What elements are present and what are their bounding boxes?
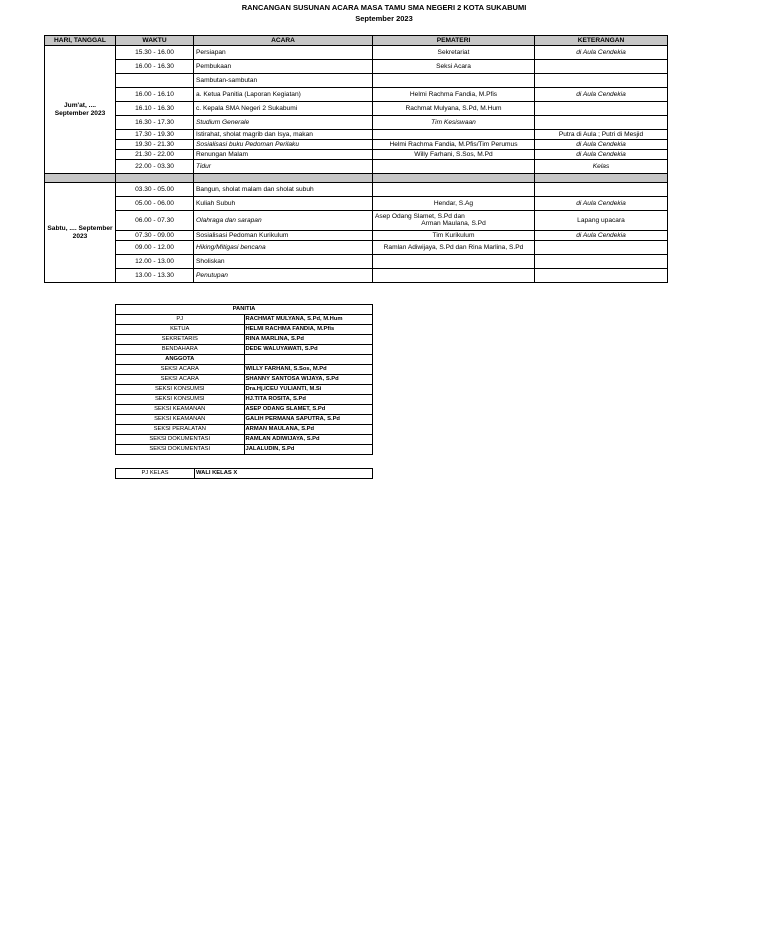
speaker-cell — [373, 255, 535, 269]
speaker-line-2: Arman Maulana, S.Pd — [421, 219, 486, 227]
speaker-cell: Helmi Rachma Fandia, M.Pfis/Tim Perumus — [373, 140, 535, 150]
committee-row — [116, 415, 373, 425]
table-row — [45, 116, 668, 130]
event-cell: Olahraga dan sarapan — [194, 211, 373, 231]
time-cell: 03.30 - 05.00 — [116, 183, 194, 197]
col-header-time: WAKTU — [116, 36, 194, 46]
day-label: Sabtu, .... September 2023 — [45, 183, 116, 283]
speaker-cell: Sekretariat — [373, 46, 535, 60]
speaker-cell — [373, 269, 535, 283]
committee-role: BENDAHARA — [116, 345, 245, 355]
table-row — [45, 269, 668, 283]
committee-row — [116, 395, 373, 405]
note-cell: Kelas — [535, 160, 668, 174]
time-cell: 22.00 - 03.30 — [116, 160, 194, 174]
committee-role: SEKSI KEAMANAN — [116, 415, 245, 425]
col-header-day: HARI, TANGGAL — [45, 36, 116, 46]
time-cell: 09.00 - 12.00 — [116, 241, 194, 255]
committee-name: WILLY FARHANI, S.Sos, M.Pd — [244, 365, 373, 375]
committee-name: RAMLAN ADIWIJAYA, S.Pd — [244, 435, 373, 445]
time-cell: 12.00 - 13.00 — [116, 255, 194, 269]
committee-role: SEKSI ACARA — [116, 365, 245, 375]
speaker-cell: Tim Kesiswaan — [373, 116, 535, 130]
table-row — [45, 183, 668, 197]
committee-table — [115, 304, 373, 455]
committee-role: SEKSI DOKUMENTASI — [116, 445, 245, 455]
event-cell: Renungan Malam — [194, 150, 373, 160]
table-row — [45, 150, 668, 160]
time-cell — [116, 74, 194, 88]
note-cell — [535, 241, 668, 255]
committee-name: Dra.Hj.ICEU YULIANTI, M.Si — [244, 385, 373, 395]
pj-kelas-table — [115, 468, 373, 479]
table-row — [45, 102, 668, 116]
committee-row — [116, 405, 373, 415]
col-header-note: KETERANGAN — [535, 36, 668, 46]
schedule-table — [44, 35, 668, 283]
table-row — [45, 74, 668, 88]
speaker-cell — [373, 183, 535, 197]
committee-name: SHANNY SANTOSA WIJAYA, S.Pd — [244, 375, 373, 385]
committee-name: JALALUDIN, S.Pd — [244, 445, 373, 455]
document-title: RANCANGAN SUSUNAN ACARA MASA TAMU SMA NEGERI 2 KOTA SUKABUMI — [241, 3, 527, 12]
event-cell: Sholiskan — [194, 255, 373, 269]
note-cell — [535, 255, 668, 269]
time-cell: 06.00 - 07.30 — [116, 211, 194, 231]
time-cell: 16.10 - 16.30 — [116, 102, 194, 116]
time-cell: 07.30 - 09.00 — [116, 231, 194, 241]
note-cell: di Aula Cendekia — [535, 150, 668, 160]
committee-row — [116, 335, 373, 345]
committee-row — [116, 385, 373, 395]
event-cell: a. Ketua Panitia (Laporan Kegiatan) — [194, 88, 373, 102]
table-row — [45, 197, 668, 211]
note-cell: di Aula Cendekia — [535, 231, 668, 241]
event-cell: Kuliah Subuh — [194, 197, 373, 211]
speaker-cell: Tim Kurikulum — [373, 231, 535, 241]
committee-row — [116, 445, 373, 455]
committee-name: HJ.TITA ROSITA, S.Pd — [244, 395, 373, 405]
committee-role: SEKSI KONSUMSI — [116, 395, 245, 405]
committee-row — [116, 375, 373, 385]
table-row — [45, 46, 668, 60]
note-cell — [535, 60, 668, 74]
committee-name: HELMI RACHMA FANDIA, M.Pfis — [244, 325, 373, 335]
pj-kelas-row — [116, 469, 373, 479]
committee-role: KETUA — [116, 325, 245, 335]
event-cell: Persiapan — [194, 46, 373, 60]
col-header-speaker: PEMATERI — [373, 36, 535, 46]
event-cell: Tidur — [194, 160, 373, 174]
speaker-cell: Rachmat Mulyana, S.Pd, M.Hum — [373, 102, 535, 116]
event-cell: Studium Generale — [194, 116, 373, 130]
col-header-event: ACARA — [194, 36, 373, 46]
table-row — [45, 160, 668, 174]
event-cell: Bangun, sholat malam dan sholat subuh — [194, 183, 373, 197]
table-row — [45, 255, 668, 269]
committee-row — [116, 325, 373, 335]
committee-name: RACHMAT MULYANA, S.Pd, M.Hum — [244, 315, 373, 325]
note-cell: Lapang upacara — [535, 211, 668, 231]
time-cell: 19.30 - 21.30 — [116, 140, 194, 150]
note-cell — [535, 183, 668, 197]
committee-role: SEKSI KEAMANAN — [116, 405, 245, 415]
pj-kelas-role: PJ KELAS — [116, 469, 195, 479]
note-cell: di Aula Cendekia — [535, 46, 668, 60]
note-cell — [535, 74, 668, 88]
committee-role: SEKSI ACARA — [116, 375, 245, 385]
speaker-cell: Ramlan Adiwijaya, S.Pd dan Rina Marlina, S.Pd — [373, 241, 535, 255]
committee-role: PJ — [116, 315, 245, 325]
time-cell: 16.00 - 16.30 — [116, 60, 194, 74]
committee-role: SEKSI PERALATAN — [116, 425, 245, 435]
event-cell: Penutupan — [194, 269, 373, 283]
note-cell — [535, 269, 668, 283]
event-cell: Pembukaan — [194, 60, 373, 74]
committee-role: SEKSI KONSUMSI — [116, 385, 245, 395]
time-cell: 21.30 - 22.00 — [116, 150, 194, 160]
committee-row — [116, 315, 373, 325]
note-cell: di Aula Cendekia — [535, 197, 668, 211]
event-cell: Istirahat, sholat magrib dan Isya, makan — [194, 130, 373, 140]
note-cell: Putra di Aula ; Putri di Mesjid — [535, 130, 668, 140]
time-cell: 16.30 - 17.30 — [116, 116, 194, 130]
table-row — [45, 60, 668, 74]
table-row — [45, 130, 668, 140]
committee-role: SEKSI DOKUMENTASI — [116, 435, 245, 445]
committee-name: ARMAN MAULANA, S.Pd — [244, 425, 373, 435]
time-cell: 16.00 - 16.10 — [116, 88, 194, 102]
speaker-line-1: Asep Odang Slamet, S.Pd dan — [375, 212, 465, 220]
committee-name: ASEP ODANG SLAMET, S.Pd — [244, 405, 373, 415]
note-cell — [535, 116, 668, 130]
time-cell: 17.30 - 19.30 — [116, 130, 194, 140]
committee-header: PANITIA — [116, 305, 373, 315]
committee-row — [116, 345, 373, 355]
day-label: Jum'at, .... September 2023 — [45, 46, 116, 174]
event-cell: Hiking/Mitigasi bencana — [194, 241, 373, 255]
speaker-cell: Hendar, S.Ag — [373, 197, 535, 211]
table-row — [45, 88, 668, 102]
table-row — [45, 241, 668, 255]
time-cell: 15.30 - 16.00 — [116, 46, 194, 60]
event-cell: Sambutan-sambutan — [194, 74, 373, 88]
document-subtitle: September 2023 — [355, 14, 413, 23]
time-cell: 05.00 - 06.00 — [116, 197, 194, 211]
event-cell: c. Kepala SMA Negeri 2 Sukabumi — [194, 102, 373, 116]
speaker-cell — [373, 160, 535, 174]
committee-row — [116, 435, 373, 445]
speaker-cell: Helmi Rachma Fandia, M.Pfis — [373, 88, 535, 102]
day-separator-row — [45, 174, 668, 183]
committee-name: RINA MARLINA, S.Pd — [244, 335, 373, 345]
event-cell: Sosialisasi buku Pedoman Perilaku — [194, 140, 373, 150]
committee-role: SEKRETARIS — [116, 335, 245, 345]
committee-row — [116, 425, 373, 435]
table-row — [45, 231, 668, 241]
table-row — [45, 140, 668, 150]
speaker-cell: Willy Farhani, S.Sos, M.Pd — [373, 150, 535, 160]
event-cell: Sosialisasi Pedoman Kurikulum — [194, 231, 373, 241]
note-cell — [535, 102, 668, 116]
speaker-cell — [373, 211, 535, 231]
time-cell: 13.00 - 13.30 — [116, 269, 194, 283]
committee-name: GALIH PERMANA SAPUTRA, S.Pd — [244, 415, 373, 425]
speaker-cell — [373, 74, 535, 88]
table-row — [45, 211, 668, 231]
note-cell: di Aula Cendekia — [535, 140, 668, 150]
members-header: ANGGOTA — [116, 355, 245, 365]
committee-row — [116, 365, 373, 375]
committee-name: DEDE WALUYAWATI, S.Pd — [244, 345, 373, 355]
speaker-cell — [373, 130, 535, 140]
speaker-cell: Seksi Acara — [373, 60, 535, 74]
pj-kelas-name: WALI KELAS X — [195, 469, 373, 479]
note-cell: di Aula Cendekia — [535, 88, 668, 102]
